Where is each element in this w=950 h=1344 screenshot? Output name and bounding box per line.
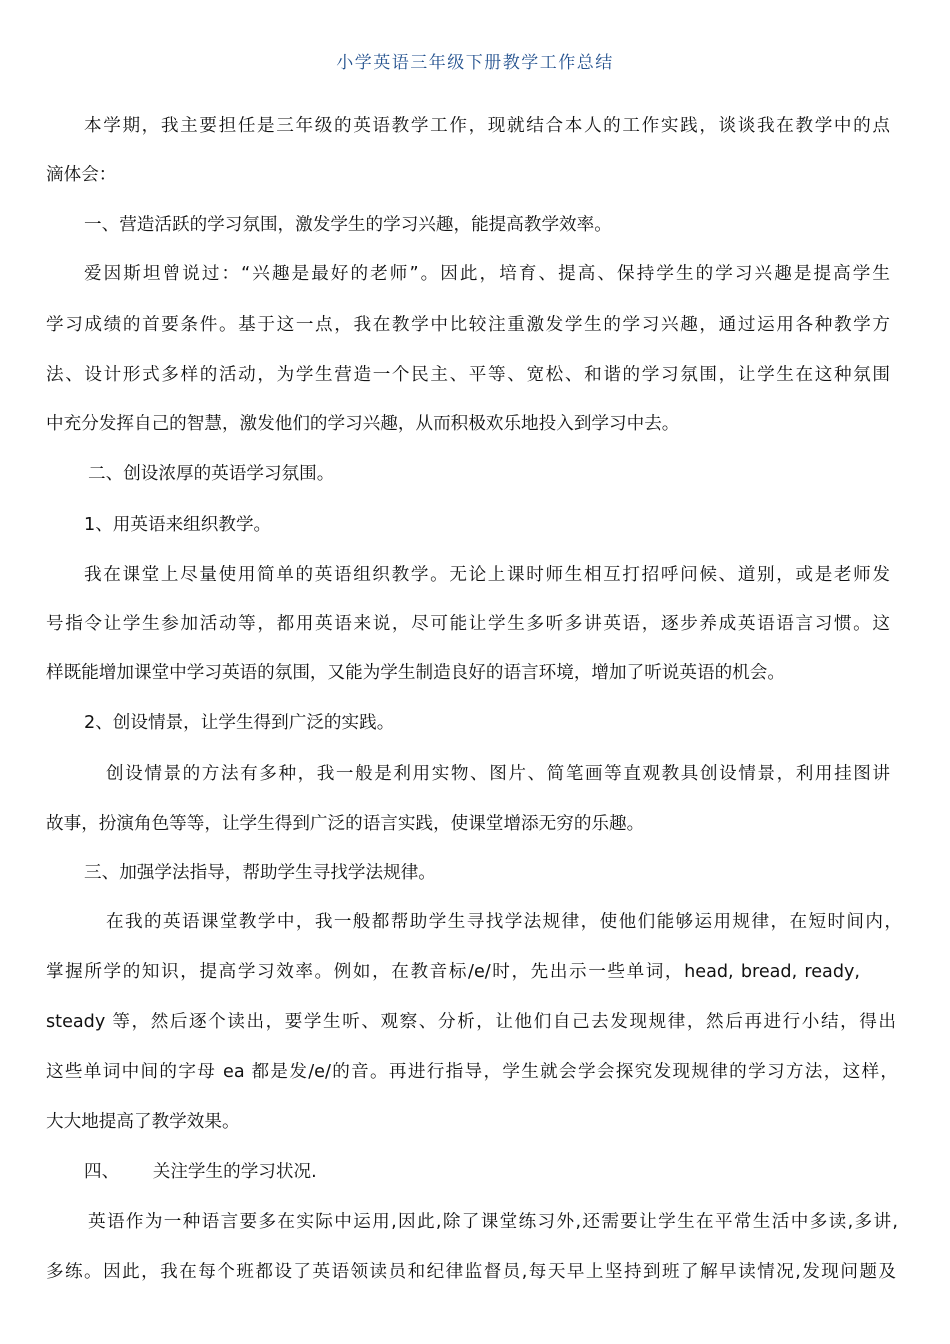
paragraph-line: 爱因斯坦曾说过：“兴趣是最好的老师”。因此，培育、提高、保持学生的学习兴趣是提高学生: [84, 264, 890, 284]
paragraph-line: 大大地提高了教学效果。: [46, 1112, 240, 1132]
section-heading: 二、创设浓厚的英语学习氛围。: [88, 464, 335, 484]
paragraph-line: 在我的英语课堂教学中，我一般都帮助学生寻找学法规律，使他们能够运用规律，在短时间内，: [106, 912, 902, 932]
paragraph-line: 本学期，我主要担任是三年级的英语教学工作，现就结合本人的工作实践，谈谈我在教学中的点: [84, 116, 890, 136]
document-title: 小学英语三年级下册教学工作总结: [336, 53, 614, 73]
paragraph-line: 英语作为一种语言要多在实际中运用,因此,除了课堂练习外,还需要让学生在平常生活中多读,多讲,: [88, 1212, 898, 1232]
paragraph-line: 故事，扮演角色等等，让学生得到广泛的语言实践，使课堂增添无穷的乐趣。: [46, 814, 645, 834]
section-heading: 四、 关注学生的学习状况.: [84, 1162, 317, 1182]
paragraph-line: 学习成绩的首要条件。基于这一点，我在教学中比较注重激发学生的学习兴趣，通过运用各种教学方: [46, 315, 890, 335]
section-heading: 一、营造活跃的学习氛围，激发学生的学习兴趣，能提高教学效率。: [84, 215, 612, 235]
paragraph-line: 中充分发挥自己的智慧，激发他们的学习兴趣，从而积极欢乐地投入到学习中去。: [46, 414, 680, 434]
paragraph-line: 多练。因此，我在每个班都设了英语领读员和纪律监督员,每天早上坚持到班了解早读情况,发现问题及: [46, 1262, 896, 1282]
paragraph-line: 滴体会：: [46, 165, 117, 185]
paragraph-line: 样既能增加课堂中学习英语的氛围，又能为学生制造良好的语言环境，增加了听说英语的机会。: [46, 663, 785, 683]
paragraph-line: steady 等，然后逐个读出，要学生听、观察、分析，让他们自己去发现规律，然后再进行小结，得出: [46, 1012, 896, 1032]
paragraph-line: 创设情景的方法有多种，我一般是利用实物、图片、简笔画等直观教具创设情景，利用挂图讲: [106, 764, 890, 784]
paragraph-line: 我在课堂上尽量使用简单的英语组织教学。无论上课时师生相互打招呼问候、道别，或是老师发: [84, 565, 890, 585]
paragraph-line: 掌握所学的知识，提高学习效率。例如，在教音标/e/时，先出示一些单词，head, bread, ready,: [46, 962, 860, 982]
paragraph-line: 法、设计形式多样的活动，为学生营造一个民主、平等、宽松、和谐的学习氛围，让学生在这种氛围: [46, 365, 890, 385]
subsection-heading: 2、创设情景，让学生得到广泛的实践。: [84, 713, 395, 733]
paragraph-line: 号指令让学生参加活动等，都用英语来说，尽可能让学生多听多讲英语，逐步养成英语语言习惯。这: [46, 614, 890, 634]
paragraph-line: 这些单词中间的字母 ea 都是发/e/的音。再进行指导，学生就会学会探究发现规律的学习方法，这样，: [46, 1062, 898, 1082]
subsection-heading: 1、用英语来组织教学。: [84, 515, 272, 535]
section-heading: 三、加强学法指导，帮助学生寻找学法规律。: [84, 863, 436, 883]
